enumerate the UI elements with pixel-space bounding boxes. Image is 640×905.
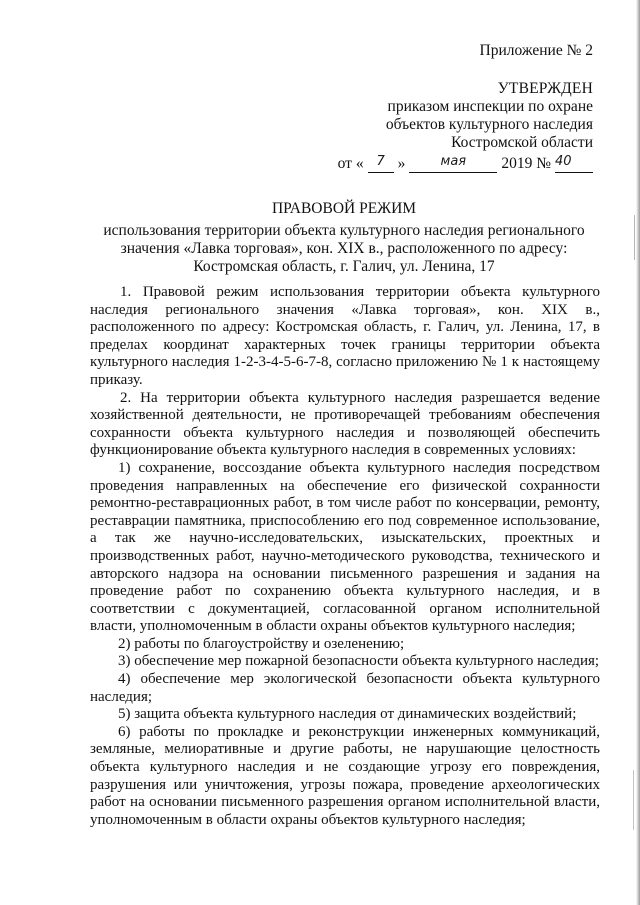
date-prefix: от « bbox=[337, 155, 364, 172]
title-line: значения «Лавка торговая», кон. XIX в., расположенного по адресу: bbox=[120, 240, 568, 257]
list-item-3: 3) обеспечение мер пожарной безопасности объекта культурного наследия; bbox=[118, 653, 600, 670]
approval-block bbox=[338, 80, 593, 173]
order-line: объектов культурного наследия bbox=[385, 116, 593, 133]
scan-page-edge bbox=[636, 0, 640, 905]
date-month: мая bbox=[440, 154, 467, 169]
paragraph-1: 1. Правовой режим использования территории объекта культурного наследия регионального значения «Лавка торговая», кон. XIX в., расположенного по адресу: Костромская область, г. Галич, ул. Ленина, 17, в пределах координат характерных точек границы территории объекта культурного наследия 1-2-3-4-5-6-7-8, согласно приложению № 1 к настоящему приказу. bbox=[90, 284, 600, 388]
list-item-6: 6) работы по прокладке и реконструкции инженерных коммуникаций, земляные, мелиоративные и другие работы, не нарушающие целостность объекта культурного наследия и не создающие угрозу его повреждения, разрушения или уничтожения, угрозы пожара, проведение археологических работ на основании письменного разрешения органом исполнительной власти, уполномоченным в области охраны объектов культурного наследия; bbox=[90, 723, 600, 828]
order-line: Костромской области bbox=[451, 134, 593, 151]
scan-artifact-line bbox=[634, 215, 635, 260]
list-item-5: 5) защита объекта культурного наследия от динамических воздействий; bbox=[118, 706, 577, 723]
date-day: 7 bbox=[376, 154, 385, 169]
document-body bbox=[90, 284, 600, 829]
document-title bbox=[60, 200, 628, 276]
date-day-field bbox=[368, 154, 394, 173]
title-line: использования территории объекта культурного наследия регионального bbox=[103, 222, 585, 239]
order-date-line bbox=[338, 154, 593, 173]
approved-label: УТВЕРЖДЕН bbox=[497, 80, 593, 97]
order-number-field bbox=[555, 154, 593, 173]
date-mid: » bbox=[397, 155, 406, 172]
date-year-number: 2019 № bbox=[501, 155, 551, 172]
list-item-2: 2) работы по благоустройству и озеленению; bbox=[118, 635, 405, 652]
order-line: приказом инспекции по охране bbox=[387, 98, 593, 115]
paragraph-2: 2. На территории объекта культурного наследия разрешается ведение хозяйственной деятельности, не противоречащей требованиям обеспечения сохранности объекта культурного наследия и позволяющей обеспечить функционирование объекта культурного наследия в современных условиях: bbox=[90, 389, 600, 459]
scan-artifact-line bbox=[633, 770, 634, 830]
order-number: 40 bbox=[555, 154, 572, 169]
appendix-label: Приложение № 2 bbox=[479, 42, 593, 59]
title-line: Костромская область, г. Галич, ул. Ленина, 17 bbox=[193, 258, 495, 275]
title-heading: ПРАВОВОЙ РЕЖИМ bbox=[271, 200, 417, 217]
list-item-1: 1) сохранение, воссоздание объекта культурного наследия посредством проведения направленных на обеспечение его физической сохранности ремонтно-реставрационных работ, в том числе работ по консервации, ремонту, реставрации памятника, приспособлению его под современное использование, а так же научно-исследовательских, изыскательских, проектных и производственных работ, научно-методического руководства, технического и авторского надзора на основании письменного разрешения и задания на проведение работ по сохранению объекта культурного наследия, и в соответствии с документацией, согласованной органом исполнительной власти, уполномоченным в области охраны объектов культурного наследия; bbox=[90, 459, 600, 635]
list-item-4: 4) обеспечение мер экологической безопасности объекта культурного наследия; bbox=[90, 671, 600, 705]
date-month-field bbox=[409, 154, 497, 173]
